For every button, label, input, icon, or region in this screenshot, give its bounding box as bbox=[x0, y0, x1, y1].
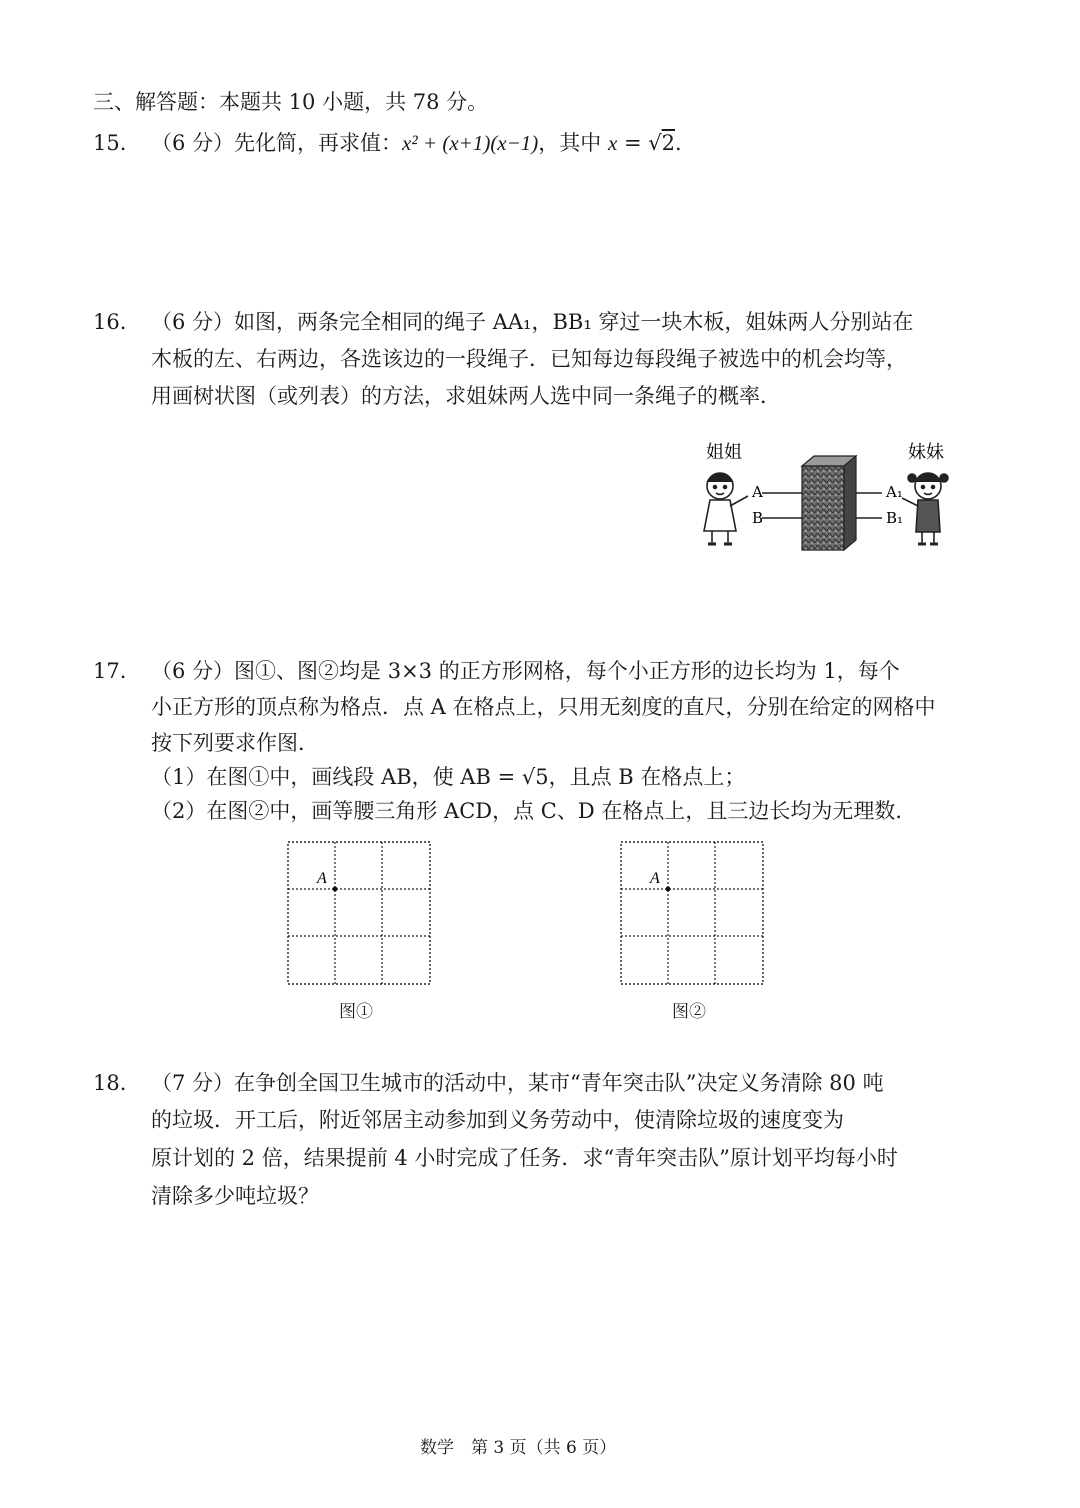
question-15-expression: x² + (x+1)(x−1) bbox=[402, 131, 539, 155]
older-sister-icon bbox=[704, 473, 748, 544]
question-17-line3: 按下列要求作图． bbox=[151, 731, 319, 755]
rope-label-b: B bbox=[752, 509, 764, 527]
question-15-number: 15. bbox=[93, 131, 127, 155]
question-15-cond-prefix: ，其中 bbox=[538, 131, 608, 155]
question-17-text-1: （6 分）图①、图②均是 3×3 的正方形网格，每个小正方形的边长均为 1，每个 bbox=[151, 659, 900, 683]
rope-label-a1: A₁ bbox=[886, 483, 903, 501]
grid-2-label-a: A bbox=[650, 870, 660, 887]
question-18-text-1: （7 分）在争创全国卫生城市的活动中，某市“青年突击队”决定义务清除 80 吨 bbox=[151, 1071, 884, 1095]
wooden-board-icon bbox=[802, 456, 856, 550]
question-17-number: 17. bbox=[93, 659, 127, 683]
rope-board-figure bbox=[690, 436, 970, 558]
section-title: 三、解答题：本题共 10 小题，共 78 分。 bbox=[93, 90, 489, 114]
question-15-cond-var: x bbox=[607, 131, 618, 155]
question-17-line1 bbox=[93, 661, 900, 682]
question-16-line3: 用画树状图（或列表）的方法，求姐妹两人选中同一条绳子的概率． bbox=[151, 384, 781, 408]
rope-label-a: A bbox=[752, 483, 763, 501]
grid-2-caption: 图② bbox=[672, 1002, 706, 1022]
question-15-cond-eq: = √ bbox=[617, 131, 662, 155]
left-person-label: 姐姐 bbox=[706, 442, 742, 463]
question-17-part2: （2）在图②中，画等腰三角形 ACD，点 C、D 在格点上，且三边长均为无理数． bbox=[151, 799, 917, 823]
grid-figure-1 bbox=[284, 838, 434, 988]
question-18-number: 18. bbox=[93, 1071, 127, 1095]
question-15-cond-value: 2 bbox=[661, 131, 676, 155]
grid-1-caption: 图① bbox=[339, 1002, 373, 1022]
question-15-text: 先化简，再求值： bbox=[234, 131, 403, 155]
rope-label-b1: B₁ bbox=[886, 509, 904, 527]
page-footer: 数学 第 3 页（共 6 页） bbox=[420, 1438, 617, 1458]
grid-figure-2 bbox=[617, 838, 767, 988]
question-17-part1: （1）在图①中，画线段 AB，使 AB = √5，且点 B 在格点上； bbox=[151, 765, 746, 789]
right-person-label: 妹妹 bbox=[908, 442, 944, 463]
grid-2-point-a bbox=[666, 887, 671, 892]
question-16-line1 bbox=[93, 312, 913, 333]
question-15-score: （6 分） bbox=[151, 131, 235, 155]
question-15 bbox=[93, 133, 682, 154]
question-15-end: . bbox=[675, 131, 682, 155]
question-18-line1 bbox=[93, 1073, 884, 1094]
question-16-text-1: （6 分）如图，两条完全相同的绳子 AA₁，BB₁ 穿过一块木板，姐妹两人分别站在 bbox=[151, 310, 914, 334]
question-18-line3: 原计划的 2 倍，结果提前 4 小时完成了任务．求“青年突击队”原计划平均每小时 bbox=[151, 1146, 898, 1170]
question-16-line2: 木板的左、右两边，各选该边的一段绳子．已知每边每段绳子被选中的机会均等， bbox=[151, 347, 907, 371]
question-18-line4: 清除多少吨垃圾？ bbox=[151, 1184, 319, 1208]
question-18-line2: 的垃圾．开工后，附近邻居主动参加到义务劳动中，使清除垃圾的速度变为 bbox=[151, 1108, 844, 1132]
grid-1-point-a bbox=[333, 887, 338, 892]
question-16-number: 16. bbox=[93, 310, 127, 334]
younger-sister-icon bbox=[902, 473, 948, 544]
question-17-line2: 小正方形的顶点称为格点．点 A 在格点上，只用无刻度的直尺，分别在给定的网格中 bbox=[151, 695, 936, 719]
grid-1-label-a: A bbox=[317, 870, 327, 887]
